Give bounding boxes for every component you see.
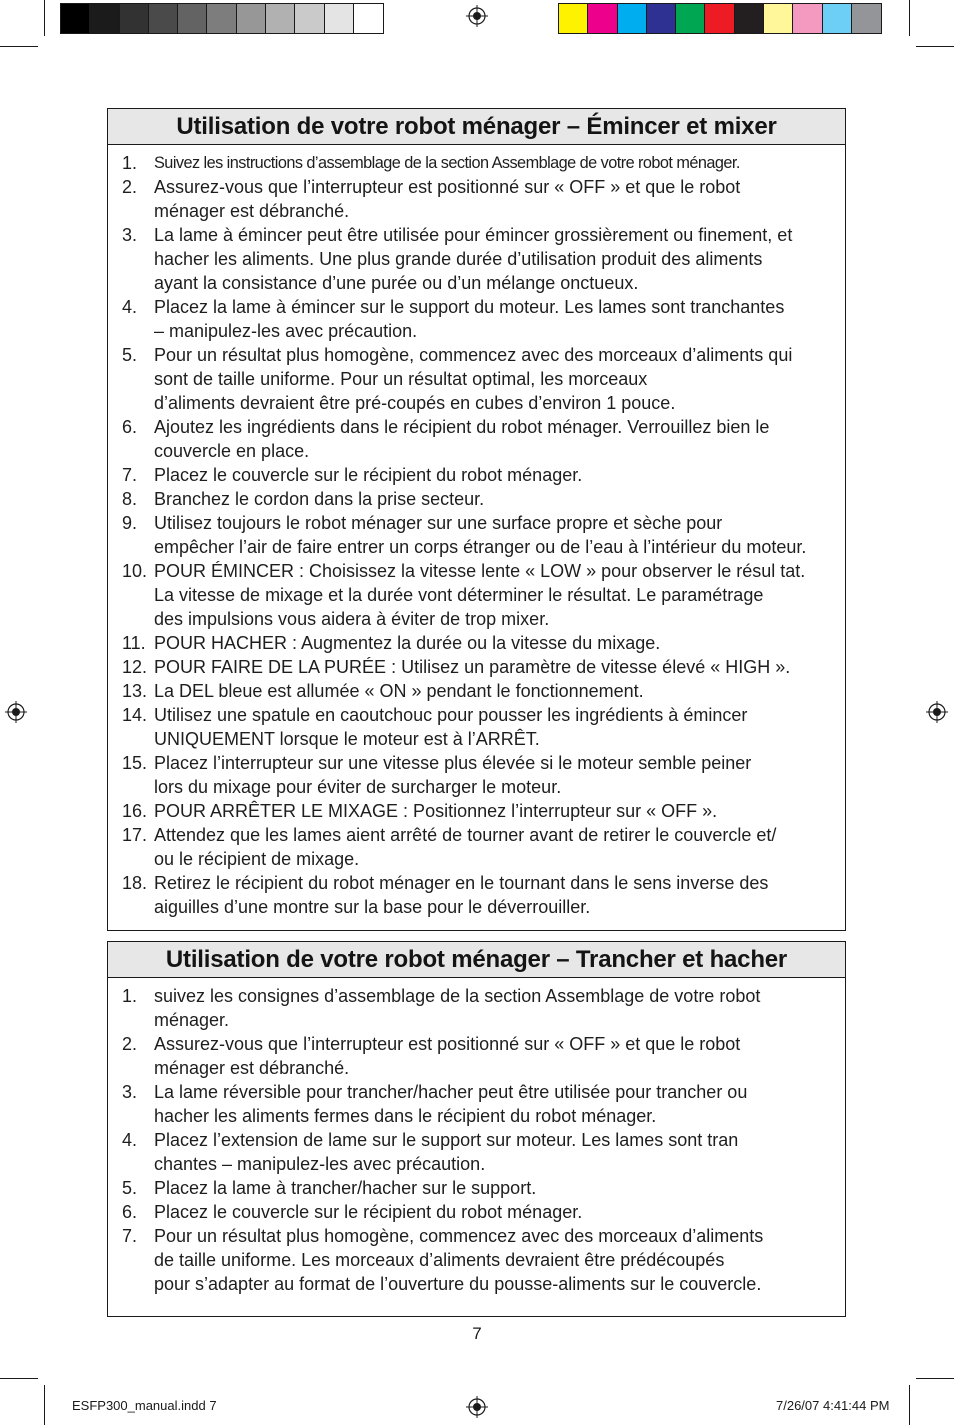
step-text: La DEL bleue est allumée « ON » pendant le fonctionnement.: [154, 681, 644, 701]
step-item: [122, 343, 833, 415]
step-text: Pour un résultat plus homogène, commencez avec des morceaux d’aliments qui sont de taille uniforme. Pour un résultat optimal, les morceaux d’aliments devraient être pré-coupés en cubes d’environ 1 pouce.: [154, 345, 793, 413]
step-item: [122, 1200, 833, 1224]
step-item: [122, 1032, 833, 1080]
color-swatch: [735, 4, 764, 33]
step-item: [122, 871, 833, 919]
color-swatch: [149, 4, 178, 33]
step-number: 12.: [122, 657, 148, 677]
step-text: Assurez-vous que l’interrupteur est positionné sur « OFF » et que le robot ménager est débranché.: [154, 1034, 741, 1078]
color-swatch: [354, 4, 383, 33]
step-item: [122, 1224, 833, 1296]
step-number: 6.: [122, 417, 138, 437]
color-swatch: [588, 4, 617, 33]
step-item: [122, 559, 833, 631]
color-swatch: [266, 4, 295, 33]
step-number: 2.: [122, 177, 138, 197]
color-swatch: [793, 4, 822, 33]
step-number: 7.: [122, 1226, 138, 1246]
step-item: [122, 799, 833, 823]
step-item: [122, 175, 833, 223]
color-swatch: [764, 4, 793, 33]
step-item: [122, 703, 833, 751]
step-number: 8.: [122, 489, 138, 509]
step-number: 18.: [122, 873, 148, 893]
step-number: 13.: [122, 681, 148, 701]
step-text: Placez l’extension de lame sur le support sur moteur. Les lames sont tran chantes – manipulez-les avec précaution.: [154, 1130, 739, 1174]
step-item: [122, 1128, 833, 1176]
step-item: [122, 223, 833, 295]
step-text: La lame à émincer peut être utilisée pour émincer grossièrement ou finement, et hacher les aliments. Une plus grande durée d’utilisation produit des aliments ayant la consistance d’une purée ou d’un mélange onctueux.: [154, 225, 793, 293]
registration-mark-left-icon: [5, 701, 27, 723]
step-text: Utilisez une spatule en caoutchouc pour pousser les ingrédients à émincer UNIQUEMENT lorsque le moteur est à l’ARRÊT.: [154, 705, 748, 749]
color-swatch: [705, 4, 734, 33]
step-text: Placez la lame à émincer sur le support du moteur. Les lames sont tranchantes – manipulez-les avec précaution.: [154, 297, 785, 341]
step-number: 9.: [122, 513, 138, 533]
step-item: [122, 487, 833, 511]
step-text: Suivez les instructions d’assemblage de la section Assemblage de votre robot ménager.: [154, 154, 740, 172]
step-number: 2.: [122, 1034, 138, 1054]
step-number: 6.: [122, 1202, 138, 1222]
page-number: 7: [472, 1324, 482, 1343]
section-title: Utilisation de votre robot ménager – Émincer et mixer: [108, 109, 845, 145]
crop-mark-bottom-left-h: [0, 1378, 38, 1379]
step-text: Ajoutez les ingrédients dans le récipient du robot ménager. Verrouillez bien le couvercle en place.: [154, 417, 770, 461]
step-item: [122, 751, 833, 799]
step-list: [108, 145, 845, 919]
color-swatch: [207, 4, 236, 33]
step-text: POUR HACHER : Augmentez la durée ou la vitesse du mixage.: [154, 633, 661, 653]
color-swatch: [823, 4, 852, 33]
step-text: Pour un résultat plus homogène, commencez avec des morceaux d’aliments de taille uniforme. Les morceaux d’aliments devraient être prédécoupés pour s’adapter au format de l’ouverture du pousse-aliments sur le couvercle.: [154, 1226, 764, 1294]
step-number: 16.: [122, 801, 148, 821]
step-item: [122, 679, 833, 703]
color-swatch: [647, 4, 676, 33]
step-item: [122, 151, 833, 175]
step-number: 10.: [122, 561, 148, 581]
grayscale-swatch-bar: [60, 3, 384, 34]
color-swatch: [325, 4, 354, 33]
step-item: [122, 655, 833, 679]
section-emincer-mixer: [107, 108, 846, 931]
step-text: POUR ARRÊTER LE MIXAGE : Positionnez l’interrupteur sur « OFF ».: [154, 801, 718, 821]
step-item: [122, 415, 833, 463]
step-text: Placez l’interrupteur sur une vitesse plus élevée si le moteur semble peiner lors du mixage pour éviter de surcharger le moteur.: [154, 753, 752, 797]
color-swatch: [120, 4, 149, 33]
step-text: Placez le couvercle sur le récipient du robot ménager.: [154, 465, 583, 485]
slug-file: ESFP300_manual.indd 7: [72, 1398, 217, 1413]
crop-mark-top-right-h: [916, 46, 954, 47]
crop-mark-top-left-v: [44, 0, 45, 36]
step-number: 17.: [122, 825, 148, 845]
step-text: suivez les consignes d’assemblage de la section Assemblage de votre robot ménager.: [154, 986, 761, 1030]
step-item: [122, 463, 833, 487]
crop-mark-bottom-right-v: [909, 1385, 910, 1425]
crop-mark-bottom-right-h: [916, 1378, 954, 1379]
step-text: POUR ÉMINCER : Choisissez la vitesse lente « LOW » pour observer le résul tat. La vitesse de mixage et la durée vont déterminer le résultat. Le paramétrage des impulsions vous aidera à éviter de trop mixer.: [154, 561, 806, 629]
step-text: Placez la lame à trancher/hacher sur le support.: [154, 1178, 537, 1198]
section-title: Utilisation de votre robot ménager – Trancher et hacher: [108, 942, 845, 978]
step-number: 14.: [122, 705, 148, 725]
step-item: [122, 631, 833, 655]
color-swatch: [618, 4, 647, 33]
step-text: POUR FAIRE DE LA PURÉE : Utilisez un paramètre de vitesse élevé « HIGH ».: [154, 657, 791, 677]
color-swatch: [852, 4, 881, 33]
step-item: [122, 511, 833, 559]
step-number: 4.: [122, 1130, 138, 1150]
step-number: 1.: [122, 153, 138, 173]
crop-mark-bottom-left-v: [44, 1385, 45, 1425]
step-number: 3.: [122, 1082, 138, 1102]
color-swatch: [178, 4, 207, 33]
step-number: 15.: [122, 753, 148, 773]
step-item: [122, 984, 833, 1032]
step-text: Attendez que les lames aient arrêté de tourner avant de retirer le couvercle et/ ou le récipient de mixage.: [154, 825, 777, 869]
step-item: [122, 1176, 833, 1200]
step-item: [122, 295, 833, 343]
color-swatch-bar: [558, 3, 882, 34]
step-text: La lame réversible pour trancher/hacher peut être utilisée pour trancher ou hacher les aliments fermes dans le récipient du robot ménager.: [154, 1082, 748, 1126]
step-text: Branchez le cordon dans la prise secteur.: [154, 489, 485, 509]
step-text: Retirez le récipient du robot ménager en le tournant dans le sens inverse des aiguilles d’une montre sur la base pour le déverrouiller.: [154, 873, 769, 917]
step-number: 1.: [122, 986, 138, 1006]
color-swatch: [676, 4, 705, 33]
color-swatch: [295, 4, 324, 33]
crop-mark-top-right-v: [909, 0, 910, 36]
step-number: 5.: [122, 1178, 138, 1198]
step-number: 4.: [122, 297, 138, 317]
crop-mark-top-left-h: [0, 46, 38, 47]
step-text: Placez le couvercle sur le récipient du robot ménager.: [154, 1202, 583, 1222]
step-text: Utilisez toujours le robot ménager sur une surface propre et sèche pour empêcher l’air de faire entrer un corps étranger ou de l’eau à l’intérieur du moteur.: [154, 513, 807, 557]
step-number: 5.: [122, 345, 138, 365]
step-text: Assurez-vous que l’interrupteur est positionné sur « OFF » et que le robot ménager est débranché.: [154, 177, 741, 221]
color-swatch: [237, 4, 266, 33]
step-number: 7.: [122, 465, 138, 485]
section-trancher-hacher: [107, 941, 846, 1317]
step-item: [122, 823, 833, 871]
slug-date: 7/26/07 4:41:44 PM: [776, 1398, 890, 1413]
step-item: [122, 1080, 833, 1128]
step-list: [108, 978, 845, 1296]
registration-mark-right-icon: [926, 701, 948, 723]
registration-mark-bottom-icon: [466, 1396, 488, 1418]
color-swatch: [61, 4, 90, 33]
registration-mark-top-icon: [466, 5, 488, 27]
color-swatch: [90, 4, 119, 33]
step-number: 3.: [122, 225, 138, 245]
step-number: 11.: [122, 633, 146, 653]
color-swatch: [559, 4, 588, 33]
